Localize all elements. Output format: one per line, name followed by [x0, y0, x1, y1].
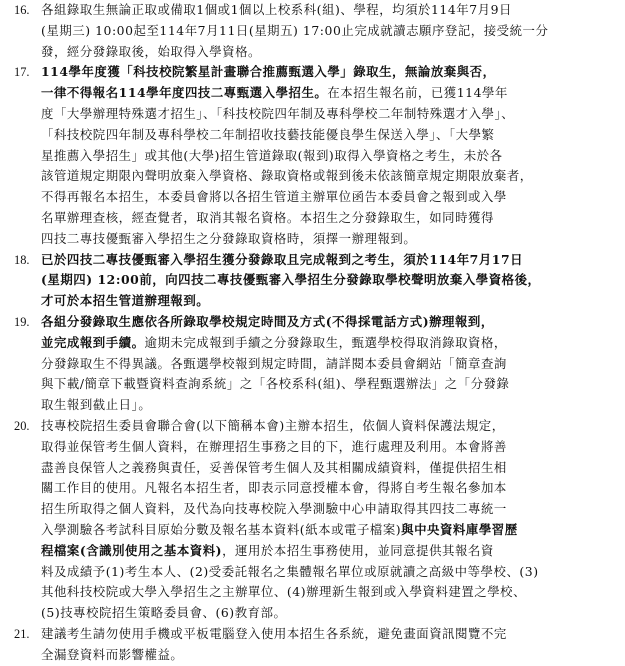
text-line: [41, 166, 619, 187]
item-text: [14, 250, 619, 312]
text-segment: 取得並保管考生個人資料，在辦理招生事務之目的下，進行處理及利用。本會將善: [41, 438, 507, 454]
text-line: [41, 270, 619, 291]
text-line: [41, 603, 619, 624]
text-line: [41, 478, 619, 499]
text-line: [41, 520, 619, 541]
text-line: [41, 624, 619, 645]
item-text: [14, 416, 619, 624]
text-line: [41, 645, 619, 666]
text-segment: 取生報到截止日」。: [41, 397, 152, 413]
rule-item-16: [14, 0, 619, 62]
item-number: 17.: [14, 65, 30, 80]
text-line: [41, 146, 619, 167]
text-segment: 不得再報名本招生，本委員會將以各招生管道主辦單位函告本委員會之報到或入學: [41, 189, 507, 205]
bold-text-segment: 才可於本招生管道辦理報到。: [41, 293, 210, 309]
bold-text-segment: 與中央資料庫學習歷: [401, 521, 518, 537]
text-line: [41, 229, 619, 250]
text-segment: 四技二專技優甄審入學招生之分發錄取資格時，須擇一辦理報到。: [41, 230, 417, 246]
text-line: [41, 21, 619, 42]
text-line: [41, 374, 619, 395]
text-segment: 在本招生報名前，已獲114學年: [327, 85, 508, 101]
rule-item-20: [14, 416, 619, 624]
text-line: [41, 354, 619, 375]
text-line: [41, 499, 619, 520]
text-segment: ，運用於本招生事務使用，並同意提供其報名資: [222, 542, 494, 558]
bold-text-segment: (星期四) 12:00前，向四技二專技優甄審入學招生分發錄取學校聲明放棄入學資格後，: [41, 272, 541, 288]
text-segment: 各組錄取生無論正取或備取1個或1個以上校系科(組)、學程，均須於114年7月9日: [41, 2, 512, 17]
rule-item-21: [14, 624, 619, 666]
item-number: 18.: [14, 252, 30, 267]
rule-item-17: [14, 62, 619, 249]
text-line: [41, 562, 619, 583]
text-line: [41, 291, 619, 312]
text-segment: 料及成績予(1)考生本人、(2)受委託報名之集體報名單位或原就讀之高級中等學校、(3): [41, 563, 539, 579]
item-text: [14, 312, 619, 416]
text-line: [41, 42, 619, 63]
text-segment: 與下載/簡章下載暨資料查詢系統」之「各校系科(組)、學程甄選辦法」之「分發錄: [41, 376, 510, 392]
bold-text-segment: 一律不得報名114學年度四技二專甄選入學招生。: [41, 85, 328, 101]
item-number: 19.: [14, 315, 30, 329]
bold-text-segment: 各組分發錄取生應依各所錄取學校規定時間及方式(不得採電話方式)辦理報到，: [41, 314, 494, 329]
text-line: [41, 582, 619, 603]
item-number: 20.: [14, 419, 30, 433]
text-segment: 技專校院招生委員會聯合會(以下簡稱本會)主辦本招生，依個人資料保護法規定，: [41, 418, 505, 433]
text-line: [41, 437, 619, 458]
text-segment: 星推薦入學招生」或其他(大學)招生管道錄取(報到)取得入學資格之考生，未於各: [41, 147, 503, 163]
item-text: [14, 0, 619, 62]
text-segment: 其他科技校院或大學入學招生之主辦單位、(4)辦理新生報到或入學資料建置之學校、: [41, 584, 527, 600]
text-line: [41, 333, 619, 354]
text-line: [41, 62, 619, 83]
text-line: [41, 125, 619, 146]
text-line: [41, 312, 619, 333]
text-line: [41, 250, 619, 271]
rule-item-18: [14, 250, 619, 312]
text-segment: 發，經分發錄取後，始取得入學資格。: [41, 43, 261, 59]
text-segment: 入學測驗各考試科目原始分數及報名基本資料(紙本或電子檔案): [41, 521, 402, 537]
text-line: [41, 187, 619, 208]
item-number: 21.: [14, 627, 30, 641]
text-segment: 盡善良保管人之義務與責任，妥善保管考生個人及其相關成績資料，僅提供招生相: [41, 459, 507, 475]
text-segment: (5)技專校院招生策略委員會、(6)教育部。: [41, 605, 287, 621]
text-line: [41, 416, 619, 437]
text-segment: 關工作目的使用。凡報名本招生者，即表示同意授權本會，得將自考生報名參加本: [41, 480, 507, 496]
text-segment: 度「大學辦理特殊選才招生」、「科技校院四年制及專科學校二年制特殊選才入學」、: [41, 105, 515, 121]
bold-text-segment: 程檔案(含識別使用之基本資料): [41, 542, 223, 558]
item-text: [14, 62, 619, 249]
rule-item-19: [14, 312, 619, 416]
text-line: [41, 83, 619, 104]
text-segment: 該管道規定期限內聲明放棄入學資格、錄取資格或報到後未依該簡章規定期限放棄者，: [41, 168, 533, 184]
text-line: [41, 458, 619, 479]
text-segment: 「科技校院四年制及專科學校二年制招收技藝技能優良學生保送入學」、「大學繁: [41, 126, 495, 142]
item-number: 16.: [14, 3, 30, 17]
bold-text-segment: 114學年度獲「科技校院繁星計畫聯合推薦甄選入學」錄取生，無論放棄與否，: [41, 64, 496, 80]
item-text: [14, 624, 619, 666]
text-segment: 建議考生請勿使用手機或平板電腦登入使用本招生各系統，避免畫面資訊閱覽不完: [41, 626, 507, 641]
text-line: [41, 0, 619, 21]
bold-text-segment: 並完成報到手續。: [41, 334, 145, 350]
text-line: [41, 541, 619, 562]
text-line: [41, 395, 619, 416]
text-segment: 逾期未完成報到手續之分發錄取生，甄選學校得取消錄取資格，: [144, 334, 507, 350]
text-segment: 分發錄取生不得異議。各甄選學校報到規定時間，請詳閱本委員會網站「簡章查詢: [41, 355, 507, 371]
text-line: [41, 104, 619, 125]
bold-text-segment: 已於四技二專技優甄審入學招生獲分發錄取且完成報到之考生，須於114年7月17日: [41, 251, 524, 267]
text-segment: 名單辦理查核，經查覺者，取消其報名資格。本招生之分發錄取生，如同時獲得: [41, 209, 494, 225]
text-line: [41, 208, 619, 229]
text-segment: 招生所取得之個人資料，及代為向技專校院入學測驗中心申請取得其四技二專統一: [41, 501, 507, 517]
text-segment: (星期三) 10:00起至114年7月11日(星期五) 17:00止完成就讀志願序登記，接受統一分: [41, 22, 549, 38]
text-segment: 全漏登資料而影響權益。: [41, 646, 184, 662]
